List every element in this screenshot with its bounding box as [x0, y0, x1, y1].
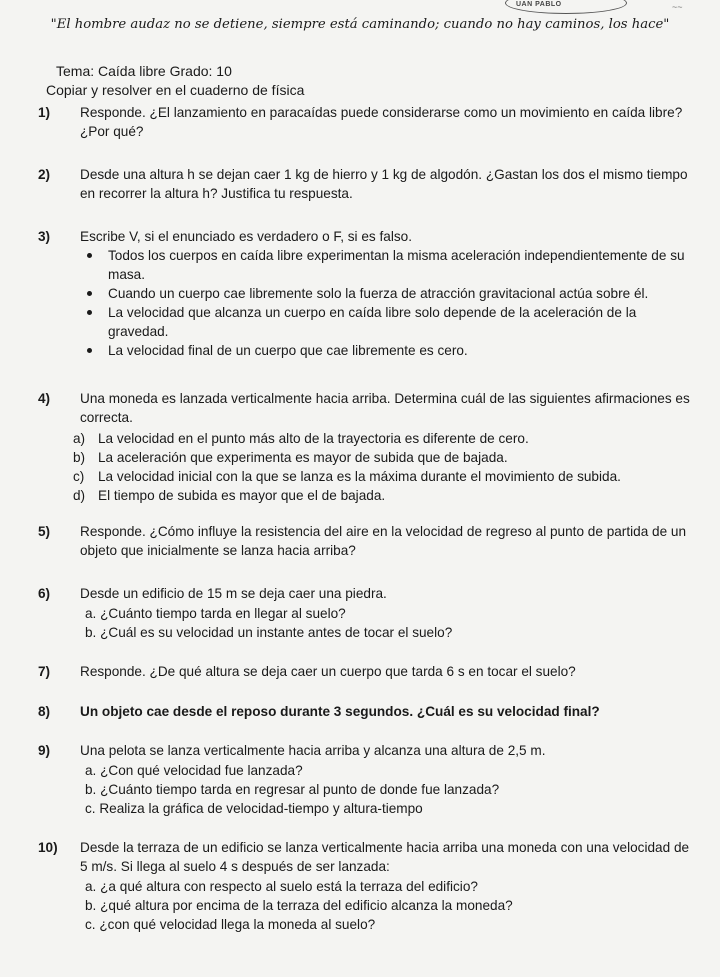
option-item [38, 486, 698, 505]
question-text: Una moneda es lanzada verticalmente hacia arriba. Determina cuál de las siguientes afirmaciones es correcta. [80, 391, 690, 425]
option-letter: c) [73, 469, 85, 484]
motto: "El hombre audaz no se detiene, siempre está caminando; cuando no hay caminos, los hace" [50, 17, 670, 32]
sub-question: b. ¿Cuánto tiempo tarda en regresar al punto de donde fue lanzada? [85, 782, 500, 797]
question-text: Desde una altura h se dejan caer 1 kg de hierro y 1 kg de algodón. ¿Gastan los dos el mismo tiempo en recorrer la altura h? Justifica tu respuesta. [80, 167, 688, 201]
question-number: 3) [38, 229, 51, 244]
question-number: 10) [38, 840, 58, 855]
sub-question: b. ¿Cuál es su velocidad un instante antes de tocar el suelo? [85, 625, 453, 640]
question-10 [38, 838, 698, 934]
question-text: Un objeto cae desde el reposo durante 3 segundos. ¿Cuál es su velocidad final? [80, 704, 600, 719]
question-text: Escribe V, si el enunciado es verdadero o F, si es falso. [80, 229, 412, 244]
question-number: 2) [38, 167, 51, 182]
bullet-item: La velocidad final de un cuerpo que cae libremente es cero. [38, 341, 698, 360]
question-number: 1) [38, 105, 51, 120]
question-number: 8) [38, 704, 51, 719]
scribble-mark: ~~ [672, 2, 683, 12]
logo-text: UAN PABLO [516, 1, 562, 8]
option-letter: d) [73, 488, 86, 503]
question-text: Una pelota se lanza verticalmente hacia arriba y alcanza una altura de 2,5 m. [80, 743, 546, 758]
sub-question: a. ¿Cuánto tiempo tarda en llegar al suelo? [85, 606, 346, 621]
bullet-item: La velocidad que alcanza un cuerpo en caída libre solo depende de la aceleración de la gravedad. [38, 303, 698, 341]
question-9 [38, 741, 698, 818]
sub-question: c. Realiza la gráfica de velocidad-tiempo y altura-tiempo [85, 801, 423, 816]
question-1 [38, 103, 698, 141]
sub-question: a. ¿a qué altura con respecto al suelo está la terraza del edificio? [85, 879, 478, 894]
question-number: 6) [38, 586, 51, 601]
question-text: Responde. ¿Cómo influye la resistencia del aire en la velocidad de regreso al punto de partida de un objeto que inicialmente se lanza hacia arriba? [80, 524, 687, 558]
option-letter: b) [73, 450, 86, 465]
school-logo [505, 0, 627, 14]
question-number: 5) [38, 524, 51, 539]
option-letter: a) [73, 431, 86, 446]
question-number: 4) [38, 391, 51, 406]
option-item [38, 467, 698, 486]
sub-question: c. ¿con qué velocidad llega la moneda al suelo? [85, 917, 376, 932]
question-text: Desde la terraza de un edificio se lanza verticalmente hacia arriba una moneda con una velocidad de 5 m/s. Si llega al suelo 4 s después de ser lanzada: [80, 840, 690, 874]
instruction: Copiar y resolver en el cuaderno de física [46, 82, 305, 98]
option-text: La velocidad en el punto más alto de la trayectoria es diferente de cero. [98, 431, 529, 446]
bullet-item: Cuando un cuerpo cae libremente solo la fuerza de atracción gravitacional actúa sobre él. [38, 284, 698, 303]
topic-title: Tema: Caída libre Grado: 10 [56, 63, 232, 79]
question-5 [38, 522, 698, 560]
question-number: 7) [38, 664, 51, 679]
bullet-item: Todos los cuerpos en caída libre experimentan la misma aceleración independientemente de su masa. [38, 246, 698, 284]
question-text: Responde. ¿De qué altura se deja caer un cuerpo que tarda 6 s en tocar el suelo? [80, 664, 576, 679]
question-2 [38, 165, 698, 203]
sub-question: a. ¿Con qué velocidad fue lanzada? [85, 763, 303, 778]
option-item [38, 448, 698, 467]
question-4 [38, 389, 698, 505]
option-text: La velocidad inicial con la que se lanza es la máxima durante el movimiento de subida. [98, 469, 621, 484]
question-3 [38, 227, 698, 360]
question-text: Desde un edificio de 15 m se deja caer una piedra. [80, 586, 387, 601]
question-text: Responde. ¿El lanzamiento en paracaídas puede considerarse como un movimiento en caída libre? ¿Por qué? [80, 105, 683, 139]
question-number: 9) [38, 743, 51, 758]
question-8 [38, 702, 698, 721]
option-text: El tiempo de subida es mayor que el de bajada. [98, 488, 386, 503]
sub-question: b. ¿qué altura por encima de la terraza del edificio alcanza la moneda? [85, 898, 513, 913]
question-7 [38, 662, 698, 681]
option-item [38, 429, 698, 448]
option-text: La aceleración que experimenta es mayor de subida que de bajada. [98, 450, 508, 465]
question-6 [38, 584, 698, 642]
